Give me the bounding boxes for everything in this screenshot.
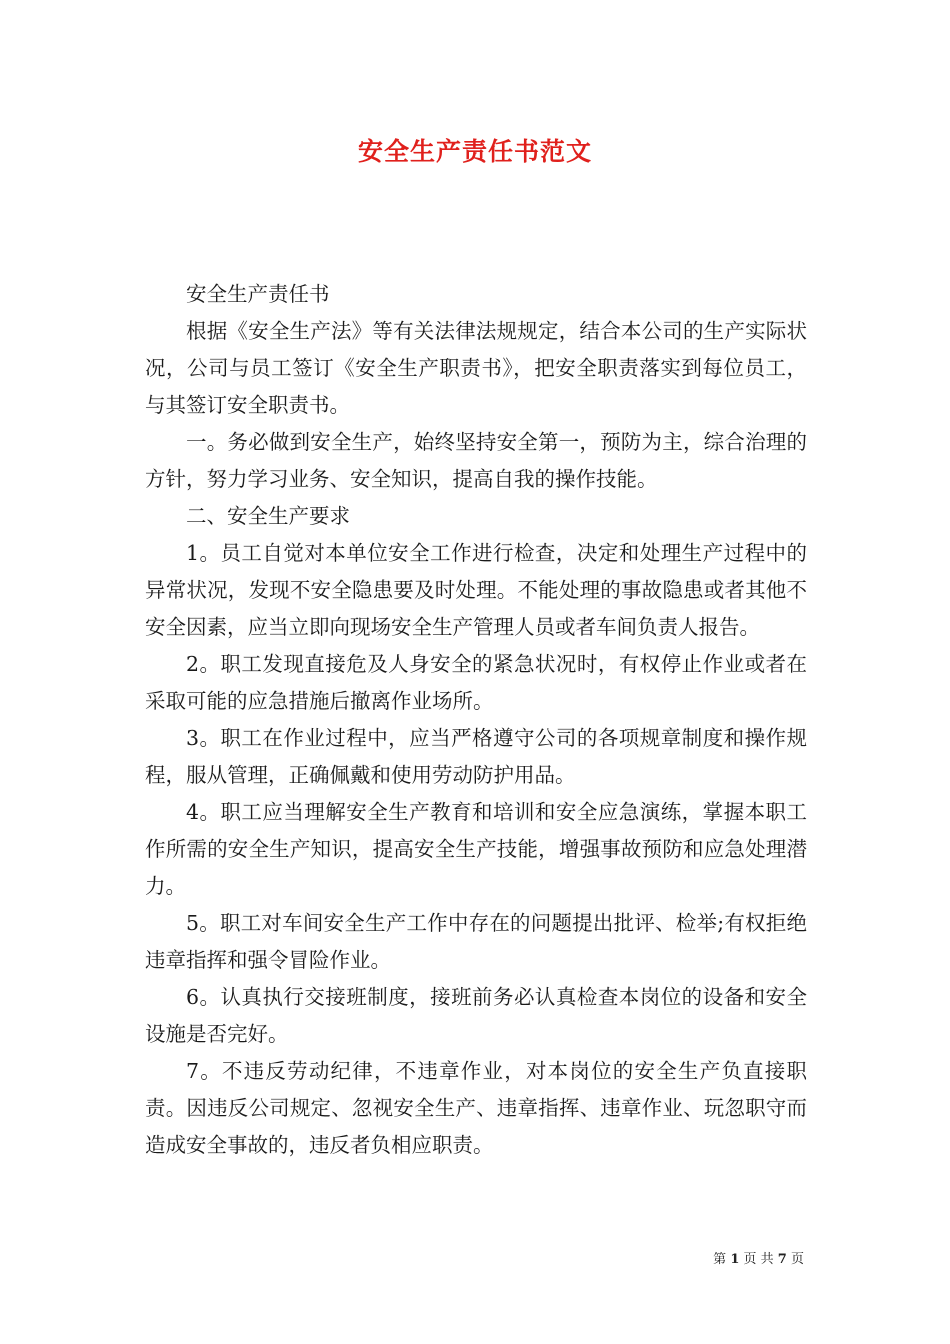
footer-prefix: 第 — [713, 1252, 727, 1267]
paragraph-heading: 安全生产责任书 — [186, 282, 330, 306]
current-page-number: 1 — [730, 1252, 740, 1267]
paragraph-section-1: 一。务必做到安全生产，始终坚持安全第一，预防为主，综合治理的方针，努力学习业务、安全知识，提高自我的操作技能。 — [145, 430, 807, 491]
document-title: 安全生产责任书范文 — [357, 137, 592, 166]
paragraph-item-3: 3。职工在作业过程中，应当严格遵守公司的各项规章制度和操作规程，服从管理，正确佩戴和使用劳动防护用品。 — [145, 726, 807, 787]
paragraph-section-2-heading: 二、安全生产要求 — [186, 504, 350, 528]
total-pages-number: 7 — [777, 1252, 787, 1267]
footer-suffix: 页 — [790, 1252, 804, 1267]
paragraph-item-6: 6。认真执行交接班制度，接班前务必认真检查本岗位的设备和安全设施是否完好。 — [145, 985, 807, 1046]
footer-middle: 页 共 — [743, 1252, 774, 1267]
document-body — [145, 276, 807, 1164]
paragraph-item-2: 2。职工发现直接危及人身安全的紧急状况时，有权停止作业或者在采取可能的应急措施后撤离作业场所。 — [145, 652, 807, 713]
paragraph-intro: 根据《安全生产法》等有关法律法规规定，结合本公司的生产实际状况，公司与员工签订《安全生产职责书》，把安全职责落实到每位员工，与其签订安全职责书。 — [145, 319, 807, 417]
page-footer — [713, 1248, 804, 1267]
paragraph-item-1: 1。员工自觉对本单位安全工作进行检查，决定和处理生产过程中的异常状况，发现不安全隐患要及时处理。不能处理的事故隐患或者其他不安全因素，应当立即向现场安全生产管理人员或者车间负责人报告。 — [145, 541, 807, 639]
paragraph-item-4: 4。职工应当理解安全生产教育和培训和安全应急演练，掌握本职工作所需的安全生产知识，提高安全生产技能，增强事故预防和应急处理潜力。 — [145, 800, 807, 898]
paragraph-item-5: 5。职工对车间安全生产工作中存在的问题提出批评、检举;有权拒绝违章指挥和强令冒险作业。 — [145, 911, 807, 972]
paragraph-item-7: 7。不违反劳动纪律，不违章作业，对本岗位的安全生产负直接职责。因违反公司规定、忽视安全生产、违章指挥、违章作业、玩忽职守而造成安全事故的，违反者负相应职责。 — [145, 1059, 807, 1157]
